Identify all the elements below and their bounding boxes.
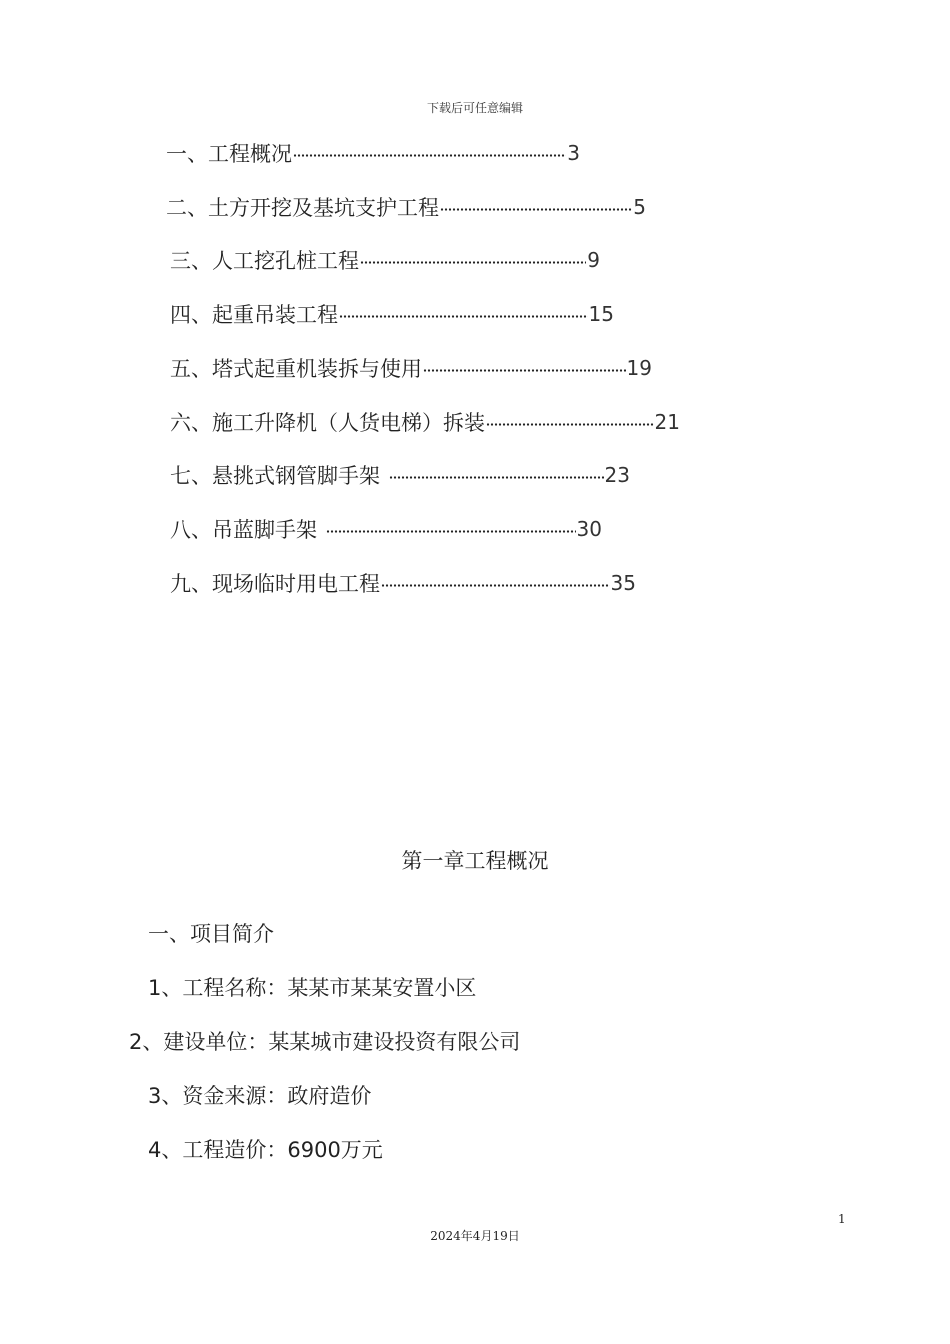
- chapter-title: 第一章工程概况: [401, 849, 549, 873]
- footer-date: 2024年4月19日: [430, 1229, 520, 1243]
- page-header: 下载后可任意编辑: [426, 101, 523, 115]
- toc-entry-page: 19: [626, 356, 652, 380]
- toc-entry-page: 23: [604, 463, 630, 487]
- toc-entry-page: 21: [654, 410, 680, 434]
- toc-entry[interactable]: [170, 460, 630, 490]
- project-info-item: 4、工程造价：6900万元: [148, 1138, 383, 1162]
- toc-leader-dots: [293, 154, 566, 157]
- toc-leader-dots: [360, 261, 586, 264]
- toc-entry-label: 六、施工升降机（人货电梯）拆装: [170, 411, 485, 435]
- toc-leader-dots: [423, 369, 626, 372]
- toc-leader-dots: [381, 584, 610, 587]
- toc-entry-page: 3: [567, 141, 580, 165]
- toc-entry-page: 9: [587, 248, 600, 272]
- toc-entry-label: 一、工程概况: [166, 142, 292, 166]
- toc-entry-label: 七、悬挑式钢管脚手架: [170, 464, 380, 488]
- toc-entry-page: 30: [576, 517, 602, 541]
- toc-entry-page: 35: [610, 571, 636, 595]
- toc-entry-label: 三、人工挖孔桩工程: [170, 249, 359, 273]
- toc-entry[interactable]: [166, 138, 580, 168]
- toc-entry-page: 5: [633, 195, 646, 219]
- toc-leader-dots: [326, 530, 576, 533]
- toc-entry-label: 四、起重吊装工程: [170, 303, 338, 327]
- toc-entry[interactable]: [166, 192, 646, 222]
- toc-leader-dots: [389, 476, 604, 479]
- toc-entry-label: 二、土方开挖及基坑支护工程: [166, 196, 439, 220]
- toc-entry-label: 九、现场临时用电工程: [170, 572, 380, 596]
- project-info-item: 3、资金来源：政府造价: [148, 1084, 372, 1108]
- section-heading: 一、项目简介: [148, 922, 274, 946]
- toc-leader-dots: [486, 423, 654, 426]
- toc-entry[interactable]: [170, 568, 636, 598]
- toc-entry-label: 八、吊蓝脚手架: [170, 518, 317, 542]
- toc-entry-label: 五、塔式起重机装拆与使用: [170, 357, 422, 381]
- toc-entry[interactable]: [170, 514, 602, 544]
- toc-entry-page: 15: [588, 302, 614, 326]
- toc-leader-dots: [339, 315, 588, 318]
- page-number: 1: [838, 1212, 846, 1226]
- toc-entry[interactable]: [170, 353, 652, 383]
- toc-leader-dots: [440, 208, 632, 211]
- project-info-item: 1、工程名称：某某市某某安置小区: [148, 976, 477, 1000]
- toc-entry[interactable]: [170, 245, 600, 275]
- toc-entry[interactable]: [170, 299, 614, 329]
- toc-entry[interactable]: [170, 407, 680, 437]
- project-info-item: 2、建设单位：某某城市建设投资有限公司: [129, 1030, 521, 1054]
